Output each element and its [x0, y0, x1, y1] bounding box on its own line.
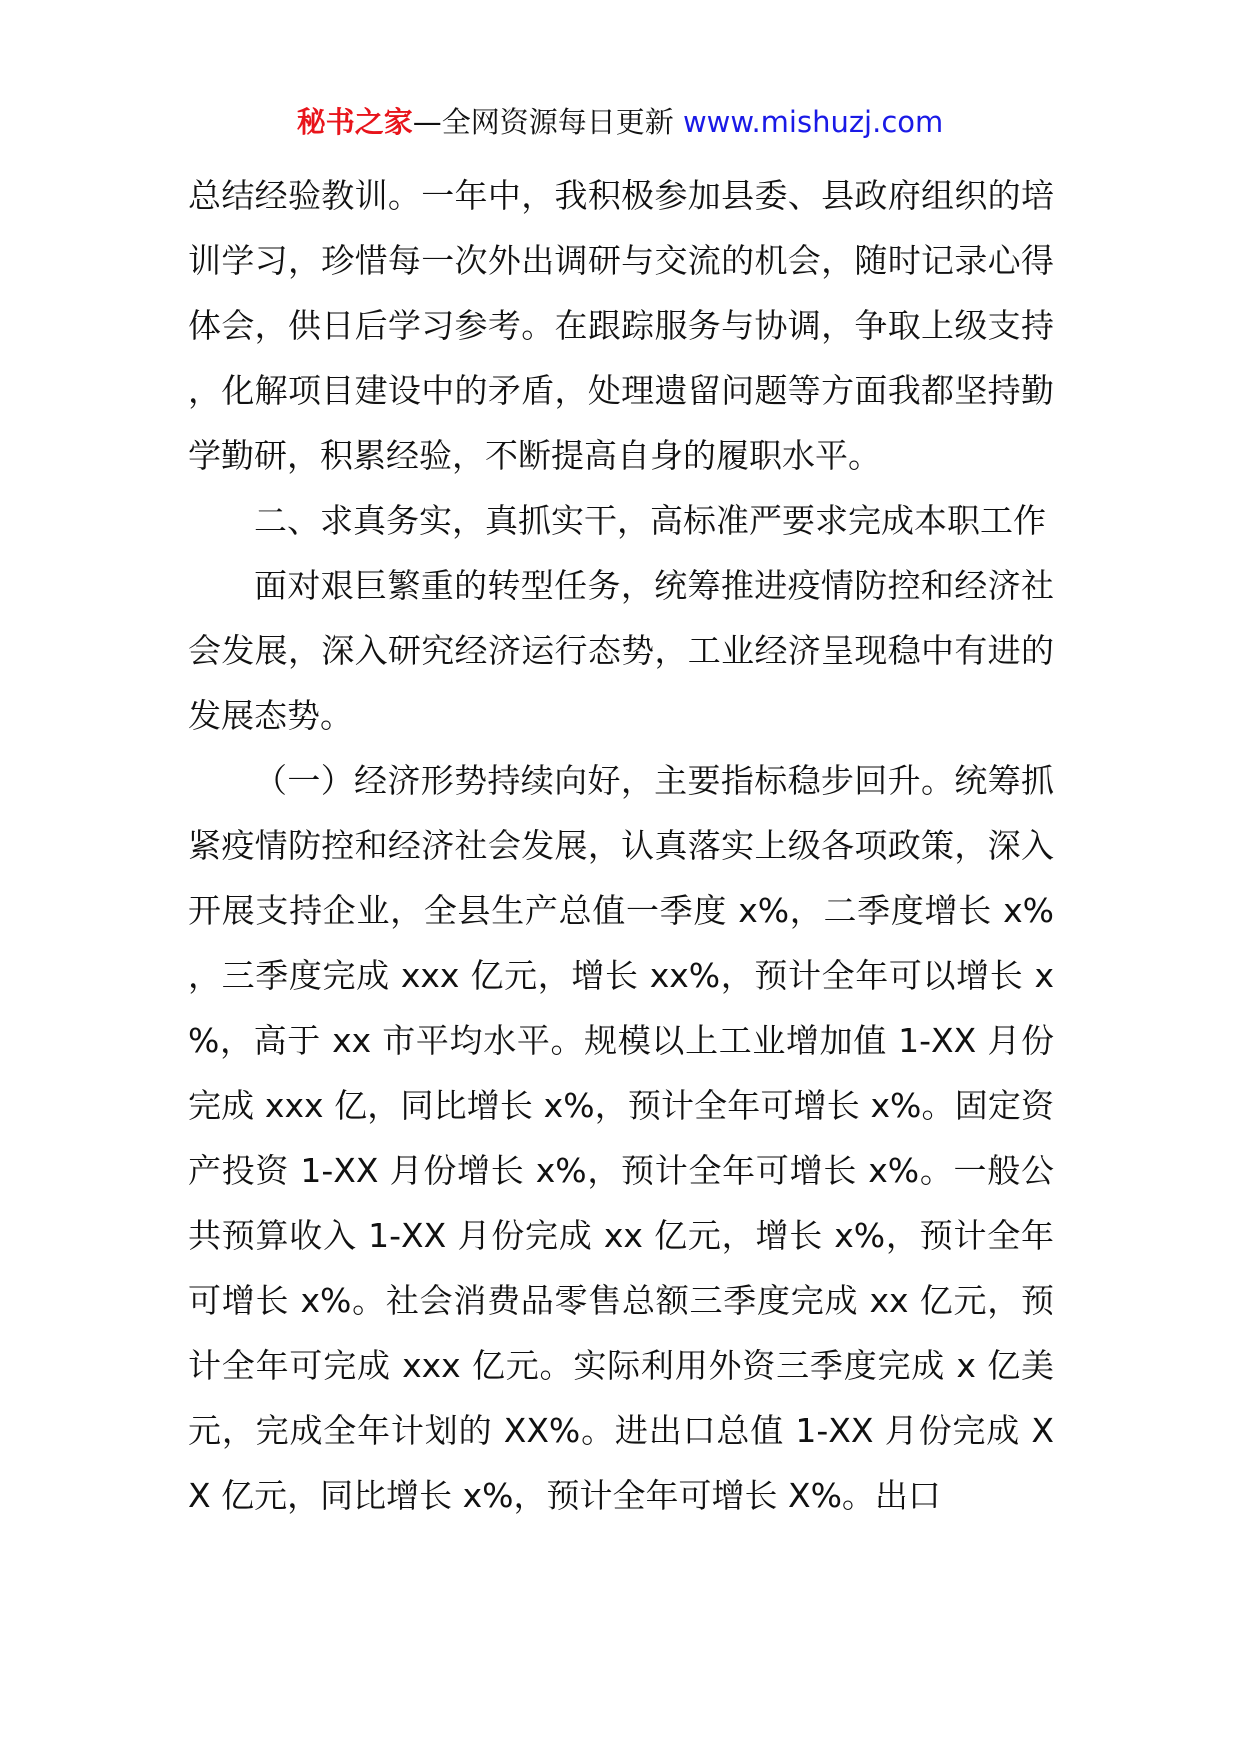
document-body [188, 163, 1054, 1528]
paragraph: （一）经济形势持续向好，主要指标稳步回升。统筹抓紧疫情防控和经济社会发展，认真落实上级各项政策，深入开展支持企业，全县生产总值一季度 x%，二季度增长 x%，三季度完成 xxx 亿元，增长 xx%，预计全年可以增长 x%，高于 xx 市平均水平。规模以上工业增加值 1-XX 月份完成 xxx 亿，同比增长 x%，预计全年可增长 x%。固定资产投资 1-XX 月份增长 x%，预计全年可增长 x%。一般公共预算收入 1-XX 月份完成 xx 亿元，增长 x%，预计全年可增长 x%。社会消费品零售总额三季度完成 xx 亿元，预计全年可完成 xxx 亿元。实际利用外资三季度完成 x 亿美元，完成全年计划的 XX%。进出口总值 1-XX 月份完成 XX 亿元，同比增长 x%，预计全年可增长 X%。出口 [188, 761, 1054, 1515]
section-heading: 二、求真务实，真抓实干，高标准严要求完成本职工作 [254, 501, 1046, 540]
site-header [0, 100, 1240, 144]
paragraph: 面对艰巨繁重的转型任务，统筹推进疫情防控和经济社会发展，深入研究经济运行态势，工业经济呈现稳中有进的发展态势。 [188, 566, 1054, 735]
paragraph-continuation: 总结经验教训。一年中，我积极参加县委、县政府组织的培训学习，珍惜每一次外出调研与交流的机会，随时记录心得体会，供日后学习参考。在跟踪服务与协调，争取上级支持，化解项目建设中的矛盾，处理遗留问题等方面我都坚持勤学勤研，积累经验，不断提高自身的履职水平。 [188, 176, 1054, 475]
site-url-link[interactable]: www.mishuzj.com [682, 105, 944, 139]
brand-name: 秘书之家 [296, 105, 413, 139]
header-tagline: —全网资源每日更新 [412, 105, 683, 139]
